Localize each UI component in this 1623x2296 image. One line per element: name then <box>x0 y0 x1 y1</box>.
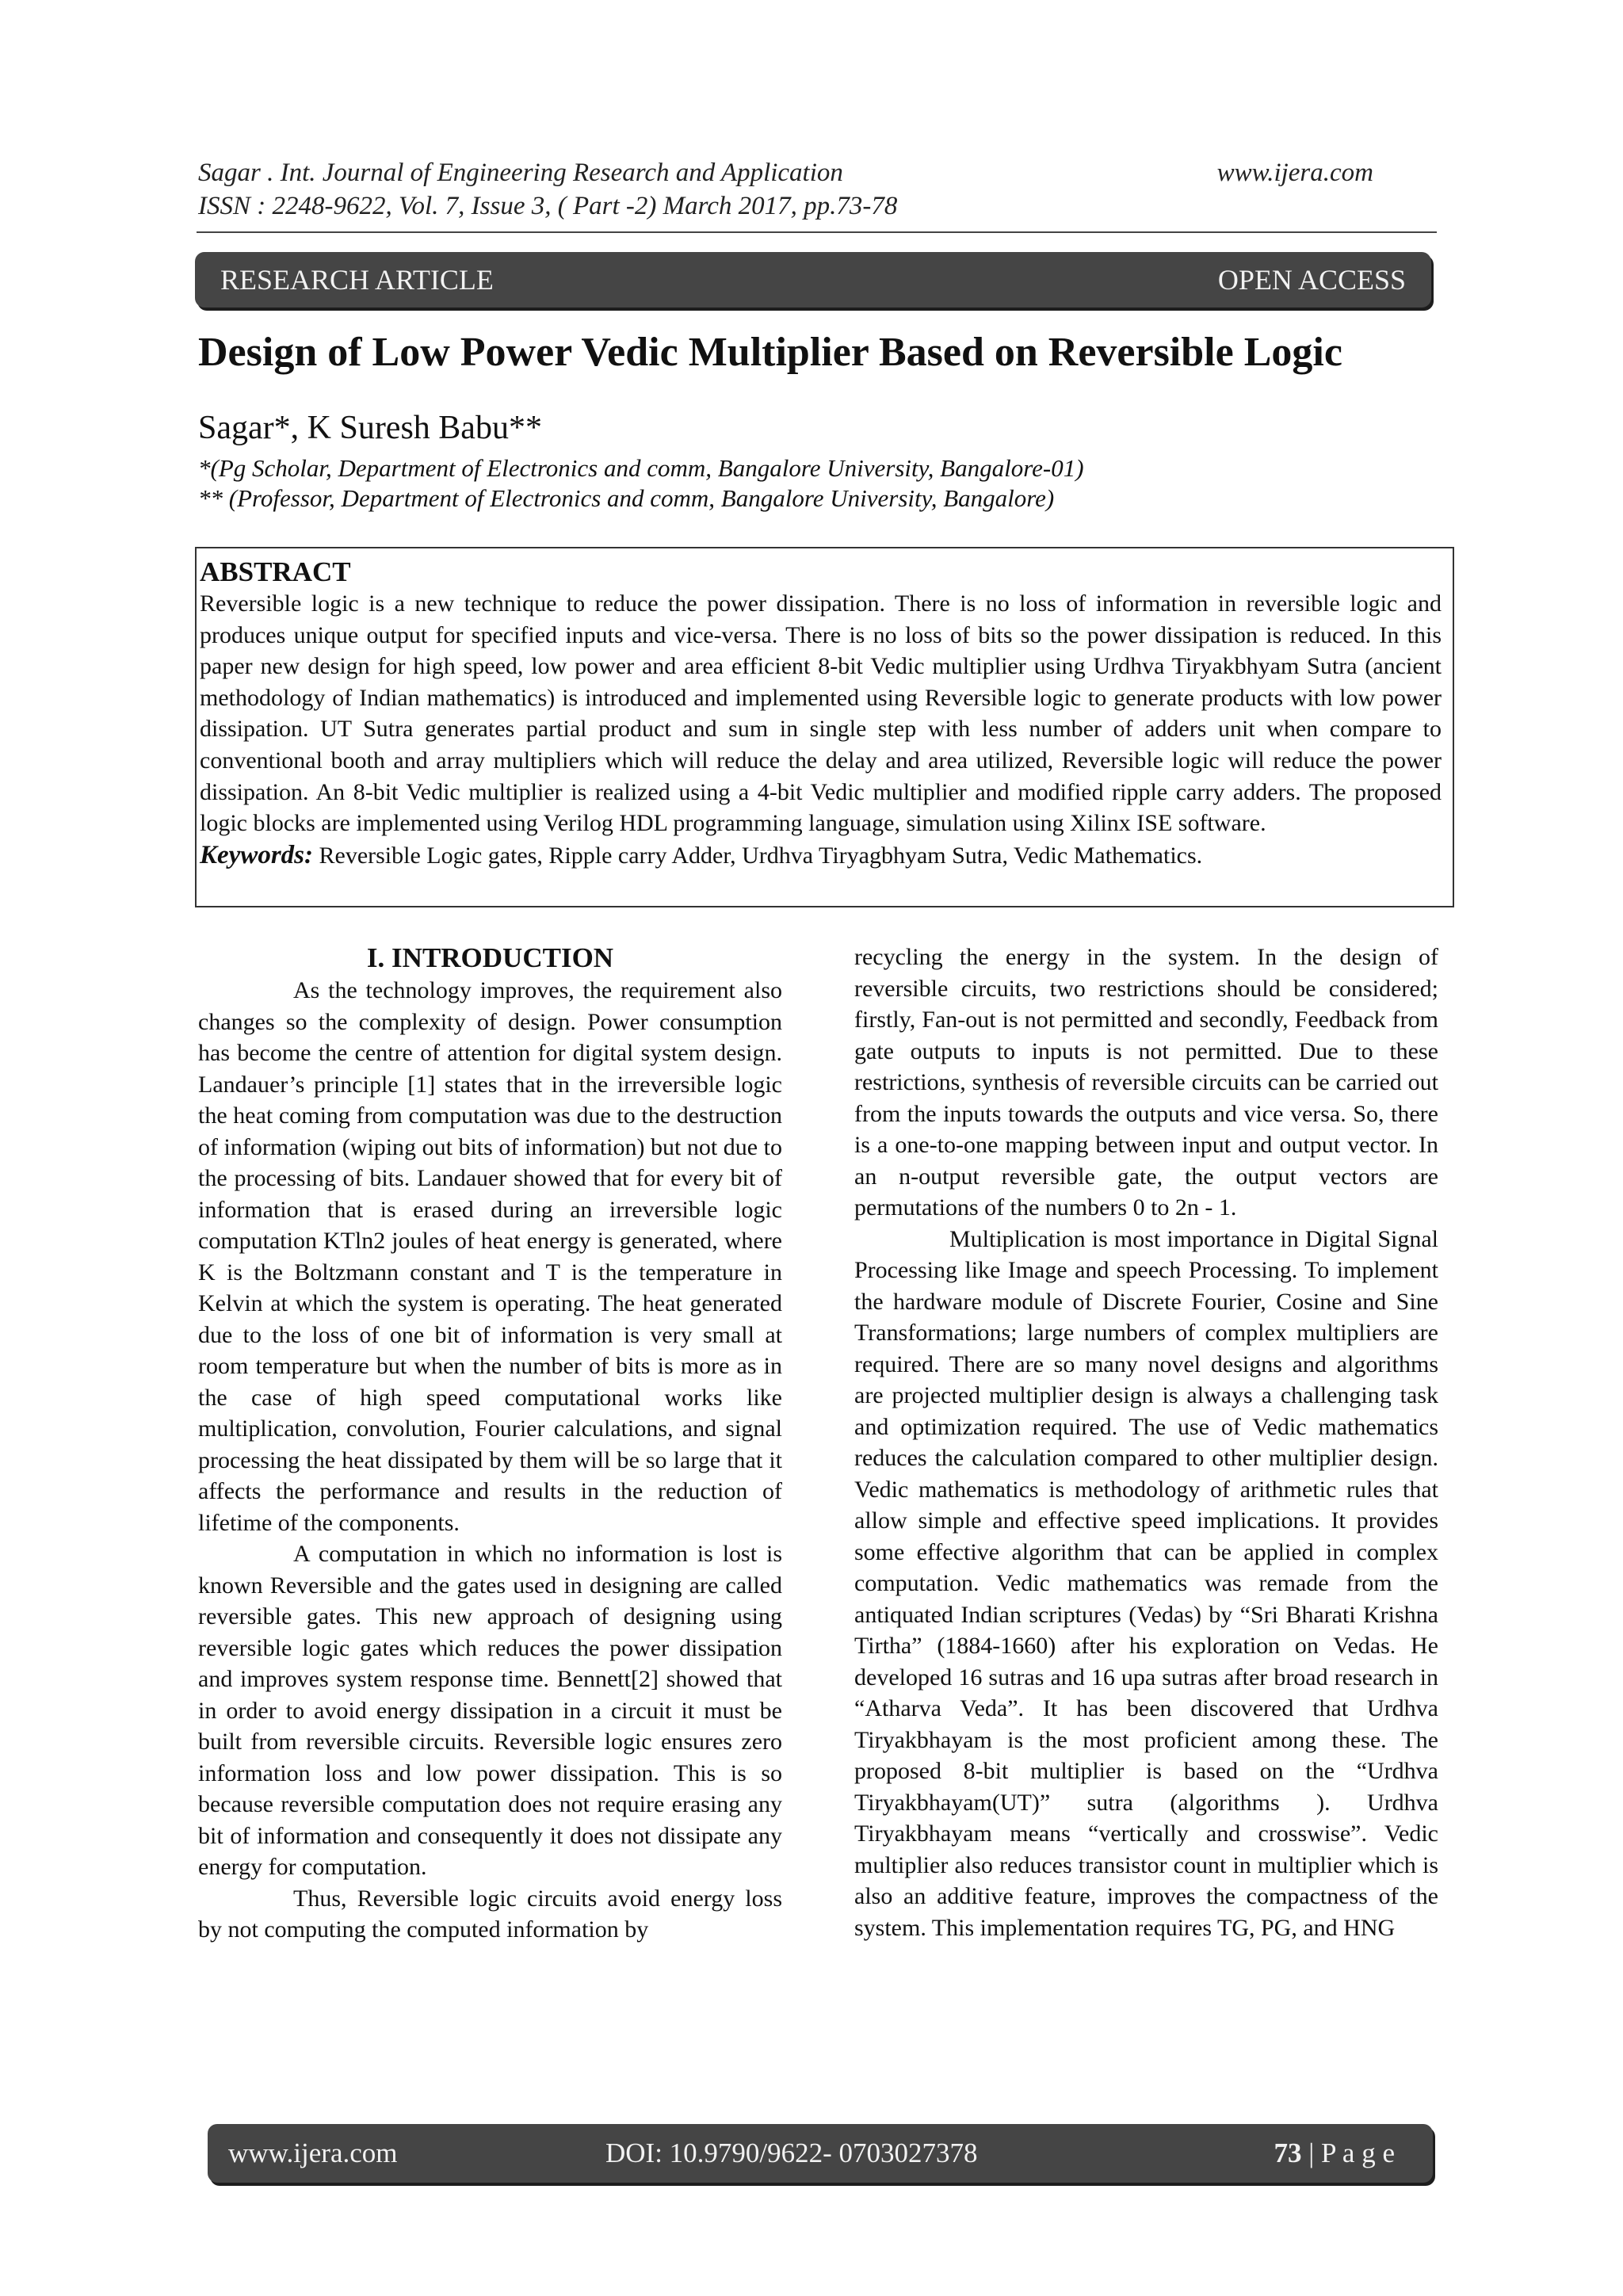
intro-paragraph-2: A computation in which no information is lost is known Reversible and the gates used in designing are called reversible gates. This new approach of designing using reversible logic gates which reduces the power dissipation and improves system response time. Bennett[2] showed that in order to avoid energy dissipation in a circuit it must be built from reversible circuits. Reversible logic ensures zero information loss and low power dissipation. This is so because reversible computation does not require erasing any bit of information and consequently it does not dissipate any energy for computation. <box>198 1541 782 1880</box>
journal-citation: Sagar . Int. Journal of Engineering Research and Application <box>198 159 843 187</box>
journal-website[interactable]: www.ijera.com <box>1216 159 1373 187</box>
affiliation-1: *(Pg Scholar, Department of Electronics and comm, Bangalore University, Bangalore-01) <box>198 454 1084 482</box>
intro-paragraph-4: recycling the energy in the system. In the design of reversible circuits, two restrictions should be considered; firstly, Fan-out is not permitted and secondly, Feedback from gate outputs to inputs is not permitted. Due to these restrictions, synthesis of reversible circuits can be carried out from the inputs towards the outputs and vice versa. So, there is a one-to-one mapping between input and output vector. In an n-output reversible gate, the output vectors are permutations of the numbers 0 to 2n - 1. <box>854 944 1438 1221</box>
open-access-label: OPEN ACCESS <box>1217 264 1406 296</box>
intro-paragraph-1: As the technology improves, the requirement also changes so the complexity of design. Power consumption has become the centre of attention for digital system design. Landauer’s principle [1] states that in the irreversible logic the heat coming from computation was due to the destruction of information (wiping out bits of information) but not due to the processing of bits. Landauer showed that for every bit of information that is erased during an irreversible logic computation KTln2 joules of heat energy is generated, where K is the Boltzmann constant and T is the temperature in Kelvin at which the system is operating. The heat generated due to the loss of one bit of information is very small at room temperature but when the number of bits is more as in the case of high speed computational works like multiplication, convolution, Fourier calculations, and signal processing the heat dissipated by them will be so large that it affects the performance and results in the reduction of lifetime of the components. <box>198 977 782 1536</box>
footer-page-number <box>1274 2137 1396 2170</box>
page-label: | P a g e <box>1301 2137 1395 2168</box>
section-heading-introduction: I. INTRODUCTION <box>366 942 614 973</box>
abstract-box <box>195 547 1454 907</box>
paper-title: Design of Low Power Vedic Multiplier Based on Reversible Logic <box>198 330 1342 375</box>
author-list: Sagar*, K Suresh Babu** <box>198 410 542 446</box>
intro-paragraph-5: Multiplication is most importance in Digital Signal Processing like Image and speech Processing. To implement the hardware module of Discrete Fourier, Cosine and Sine Transformations; large numbers of complex multipliers are required. There are so many novel designs and algorithms are projected multiplier design is always a challenging task and optimization required. The use of Vedic mathematics reduces the calculation compared to other multiplier design. Vedic mathematics is methodology of arithmetic rules that allow simple and effective speed implications. It provides some effective algorithm that can be applied in complex computation. Vedic mathematics was remade from the antiquated Indian scriptures (Vedas) by “Sri Bharati Krishna Tirtha” (1884-1660) after his exploration on Vedas. He developed 16 sutras and 16 upa sutras after broad research in “Atharva Veda”. It has been discovered that Urdhva Tiryakbhayam is the most proficient among these. The proposed 8-bit multiplier is based on the “Urdhva Tiryakbhayam(UT)” sutra (algorithms ). Urdhva Tiryakbhayam means “vertically and crosswise”. Vedic multiplier also reduces transistor count in multiplier which is also an additive feature, improves the compactness of the system. This implementation requires TG, PG, and HNG <box>854 1225 1438 1941</box>
page-number: 73 <box>1274 2137 1302 2168</box>
keywords-text: Reversible Logic gates, Ripple carry Adder, Urdhva Tiryagbhyam Sutra, Vedic Mathematics. <box>319 842 1203 869</box>
abstract-heading: ABSTRACT <box>200 556 351 587</box>
affiliation-2: ** (Professor, Department of Electronics and comm, Bangalore University, Bangalore) <box>198 484 1055 512</box>
intro-paragraph-3: Thus, Reversible logic circuits avoid energy loss by not computing the computed information by <box>198 1885 782 1943</box>
keywords-line <box>200 839 1442 872</box>
issn-line: ISSN : 2248-9622, Vol. 7, Issue 3, ( Part -2) March 2017, pp.73-78 <box>198 192 898 220</box>
research-article-label: RESEARCH ARTICLE <box>220 264 494 296</box>
article-type-banner <box>195 252 1431 308</box>
keywords-label: Keywords: <box>200 840 313 869</box>
header-rule <box>197 231 1437 233</box>
right-column <box>854 942 1438 1943</box>
left-column <box>198 942 782 1946</box>
footer-doi: DOI: 10.9790/9622- 0703027378 <box>605 2137 978 2168</box>
abstract-text: Reversible logic is a new technique to reduce the power dissipation. There is no loss of information in reversible logic and produces unique output for specified inputs and vice-versa. There is no loss of bits so the power dissipation is reduced. In this paper new design for high speed, low power and area efficient 8-bit Vedic multiplier using Urdhva Tiryakbhyam Sutra (ancient methodology of Indian mathematics) is introduced and implemented using Reversible logic to generate products with low power dissipation. UT Sutra generates partial product and sum in single step with less number of adders unit when compare to conventional booth and array multipliers which will reduce the delay and area utilized, Reversible logic will reduce the power dissipation. An 8-bit Vedic multiplier is realized using a 4-bit Vedic multiplier and modified ripple carry adders. The proposed logic blocks are implemented using Verilog HDL programming language, simulation using Xilinx ISE software. <box>200 590 1442 837</box>
footer-website[interactable]: www.ijera.com <box>228 2137 398 2168</box>
page-footer <box>208 2124 1433 2183</box>
